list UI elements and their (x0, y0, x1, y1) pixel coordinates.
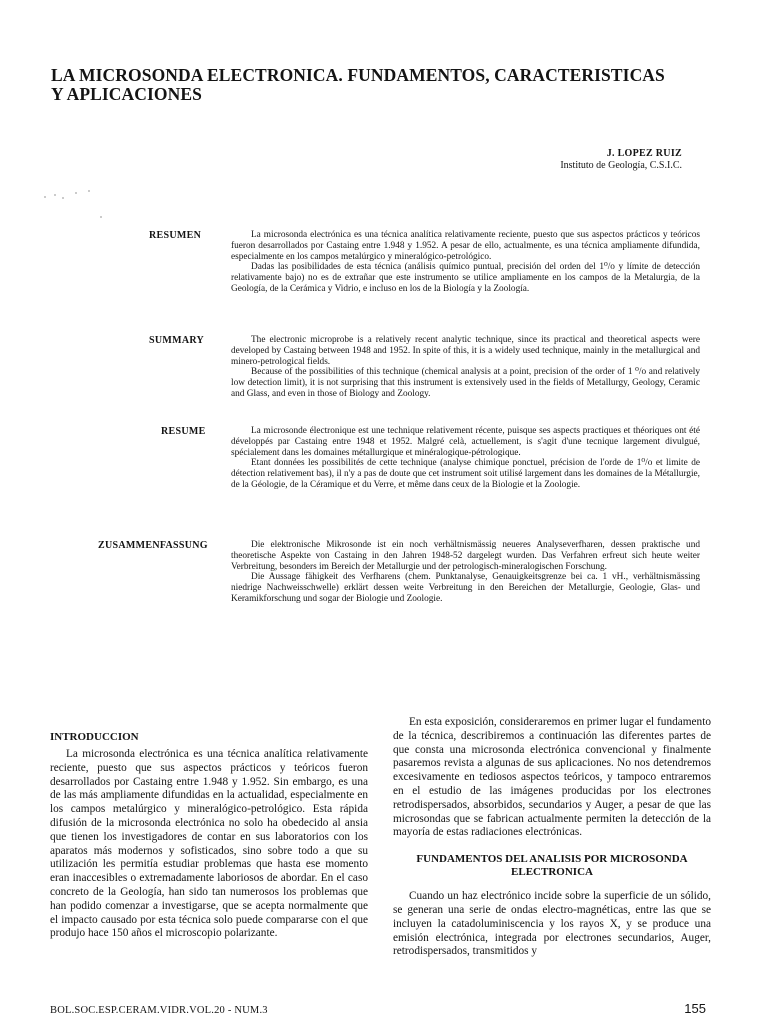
article-title-line-1: LA MICROSONDA ELECTRONICA. FUNDAMENTOS, CARACTERISTICAS (51, 65, 665, 85)
author-name: J. LOPEZ RUIZ (606, 148, 682, 159)
abstract-text-summary (231, 335, 700, 400)
abstract-text-resumen (231, 230, 700, 295)
scan-specks (40, 188, 110, 218)
abstract-label-resumen: RESUMEN (149, 230, 202, 241)
body-paragraph: Cuando un haz electrónico incide sobre la superficie de un sólido, se generan una serie de ondas electro-magnéticas, entre las que se incluyen la catadoluminiscencia y los rayos X, y se produce una emisión electrónica, integrada por electrones secundarios, Auger, retrodispersados, transmitidos y (393, 890, 711, 958)
author-block (480, 148, 682, 172)
section-heading-line-2: ELECTRONICA (511, 866, 593, 879)
section-heading-fundamentos (393, 853, 711, 879)
journal-citation: BOL.SOC.ESP.CERAM.VIDR.VOL.20 - NUM.3 (50, 1005, 268, 1016)
author-affiliation: Instituto de Geología, C.S.I.C. (560, 160, 682, 171)
abstract-paragraph: Die elektronische Mikrosonde ist ein noch verhältnismässig neueres Analyseverfharen, dessen praktische und theoretische Aspekte von Castaing in den Jahren 1948-52 dargelegt wurden. Das Verfahren erfreut sich heute weiter Verbreitung, besonders im Bereich der Metallurgie und der petrologisch-mineralogischen Forschung. (231, 540, 700, 572)
article-title (51, 66, 741, 104)
abstract-label-summary: SUMMARY (149, 335, 205, 346)
abstract-paragraph: The electronic microprobe is a relatively recent analytic technique, since its practical and theoretical aspects were developed by Castaing between 1948 and 1952. In spite of this, it is a widely used technique, mainly in the metallurgical and minero-petrological fields. (231, 335, 700, 367)
body-paragraph: En esta exposición, consideraremos en primer lugar el fundamento de la técnica, describiremos a continuación las diferentes partes de que consta una microsonda electrónica convencional y finalmente pasaremos revista a algunas de sus aplicaciones. No nos detendremos excesivamente en tediosos aspectos teóricos, y tampoco entraremos en el estudio de las imágenes producidas por los electrones retrodispersados, absorbidos, secundarios y Auger, a pesar de que las microsondas que se fabrican actualmente permiten la detección de la mayoría de estas radiaciones electrónicas. (393, 716, 711, 839)
abstract-paragraph: Die Aussage fähigkeit des Verfharens (chem. Punktanalyse, Genauigkeitsgrenze bei ca. 1 vH., verhältnismässing niedrige Nachweisschwelle) erklärt dessen weite Verbreitung in den Bereichen der Metallurgie, Geologie, Glas- und Keramikforschung und sogar der Biologie und Zoologie. (231, 572, 700, 604)
body-column-right (393, 716, 711, 959)
section-heading-introduccion: INTRODUCCION (50, 731, 139, 743)
body-paragraph: La microsonda electrónica es una técnica analítica relativamente reciente, puesto que sus aspectos prácticos y teóricos fueron desarrollados por Castaing entre 1.948 y 1.952. Sin embargo, es una de las más ampliamente difundidas en la actualidad, especialmente en los campos metalúrgico y mineralógico-petrológico. Esta rápida difusión de la microsonda electrónica no solo ha obedecido al ansia que tienen los investigadores de contar en sus laboratorios con los aparatos más modernos y sofisticados, sino sobre todo a que su utilización les permitía estudiar problemas que hasta ese momento eran inaccesibles o extremadamente laboriosos de abordar. En el caso concreto de la Geología, han sido tan numerosos los problemas que han podido comenzar a investigarse, que se acepta normalmente que el impacto causado por esta técnica solo puede compararse con el que produjo hace 150 años el microscopio polarizante. (50, 748, 368, 940)
body-column-left (50, 731, 368, 941)
abstract-paragraph: La microsonda electrónica es una técnica analítica relativamente reciente, puesto que sus aspectos prácticos y teóricos fueron desarrollados por Castaing entre 1.948 y 1.952. A pesar de ello, actualmente, es una técnica ampliamente difundida, especialmente en los campos metalúrgico y mineralógico-petrológico. (231, 230, 700, 262)
abstract-label-resume: RESUME (161, 426, 206, 437)
abstract-paragraph: La microsonde électronique est une technique relativement récente, puisque ses aspects practiques et théoriques ont été développés par Castaing entre 1948 et 1952. Malgré celà, actuellement, is s'agit d'une tecnique largement divulgué, spécialement dans les domaines métallurgique et minéralogique-pétrologique. (231, 426, 700, 458)
abstract-label-zusammenfassung: ZUSAMMENFASSUNG (98, 540, 208, 551)
abstract-paragraph: Dadas las posibilidades de esta técnica (análisis químico puntual, precisión del orden del 1⁰/o y límite de detección relativamente bajo) no es de extrañar que este instrumento se utilice ampliamente en los campos de la Metalurgia, de la Geología, de la Cerámica y Vidrio, e incluso en los de la Biología y la Zoología. (231, 262, 700, 294)
page-number: 155 (684, 1001, 706, 1016)
abstract-text-zusammenfassung (231, 540, 700, 605)
article-title-line-2: Y APLICACIONES (51, 84, 202, 104)
abstract-paragraph: Etant données les possibilités de cette technique (analyse chimique ponctuel, précision de l'orde de 1⁰/o et limite de détection relativement bas), il n'y a pas de doute que cet instrument soit utilisé largement dans les domaines de la Métallurgie, de la Géologie, de la Céramique et du Verre, et même dans ceux de la Biologie et la Zoologie. (231, 458, 700, 490)
abstract-paragraph: Because of the possibilities of this technique (chemical analysis at a point, precision of the order of 1 ⁰/o and relatively low detection limit), it is not surprising that this instrument is extensively used in the fields of Metallurgy, Geology, Ceramic and Glass, and even in those of Biology and Zoology. (231, 367, 700, 399)
section-heading-line-1: FUNDAMENTOS DEL ANALISIS POR MICROSONDA (416, 853, 688, 866)
abstract-text-resume (231, 426, 700, 491)
